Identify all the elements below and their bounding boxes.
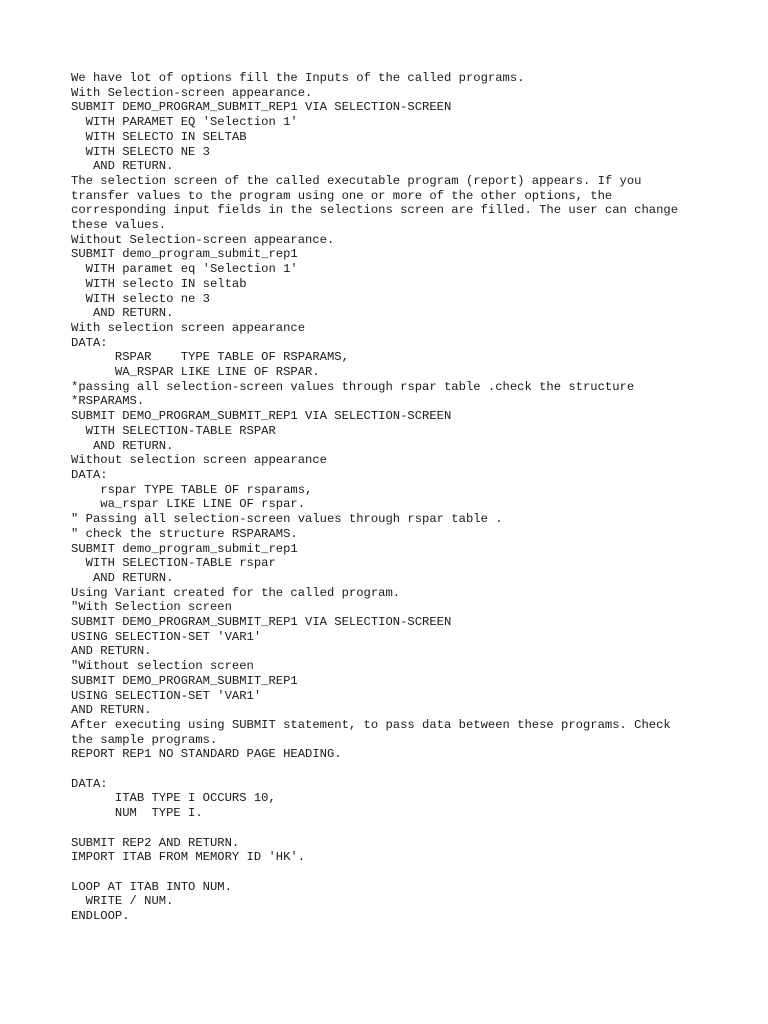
document-line: RSPAR TYPE TABLE OF RSPARAMS, xyxy=(71,350,349,365)
document-line: SUBMIT DEMO_PROGRAM_SUBMIT_REP1 VIA SELECTION-SCREEN xyxy=(71,100,452,115)
document-line: ITAB TYPE I OCCURS 10, xyxy=(71,791,276,806)
document-line: Without Selection-screen appearance. xyxy=(71,232,335,247)
document-line xyxy=(71,865,731,880)
document-line: SUBMIT DEMO_PROGRAM_SUBMIT_REP1 VIA SELECTION-SCREEN xyxy=(71,615,452,630)
document-body xyxy=(71,71,731,924)
document-line: " check the structure RSPARAMS. xyxy=(71,526,298,541)
document-line: WITH paramet eq 'Selection 1' xyxy=(71,262,298,277)
document-line xyxy=(71,762,731,777)
document-line: these values. xyxy=(71,218,167,233)
document-line: SUBMIT demo_program_submit_rep1 xyxy=(71,541,298,556)
document-line: SUBMIT DEMO_PROGRAM_SUBMIT_REP1 VIA SELECTION-SCREEN xyxy=(71,409,452,424)
document-line: SUBMIT DEMO_PROGRAM_SUBMIT_REP1 xyxy=(71,673,298,688)
document-line: WA_RSPAR LIKE LINE OF RSPAR. xyxy=(71,365,320,380)
document-line: With selection screen appearance xyxy=(71,320,306,335)
document-line: WITH SELECTION-TABLE RSPAR xyxy=(71,423,276,438)
document-line: LOOP AT ITAB INTO NUM. xyxy=(71,879,232,894)
document-line: WITH SELECTO IN SELTAB xyxy=(71,129,247,144)
document-line: corresponding input fields in the selections screen are filled. The user can change xyxy=(71,203,679,218)
document-line: transfer values to the program using one or more of the other options, the xyxy=(71,188,613,203)
document-line: WRITE / NUM. xyxy=(71,894,174,909)
document-line: DATA: xyxy=(71,467,108,482)
document-line: AND RETURN. xyxy=(71,644,152,659)
document-line: IMPORT ITAB FROM MEMORY ID 'HK'. xyxy=(71,850,306,865)
document-line: Without selection screen appearance xyxy=(71,453,327,468)
document-line: Using Variant created for the called program. xyxy=(71,585,401,600)
document-line: NUM TYPE I. xyxy=(71,806,203,821)
document-line: WITH selecto IN seltab xyxy=(71,276,247,291)
document-line: With Selection-screen appearance. xyxy=(71,85,313,100)
document-line: AND RETURN. xyxy=(71,306,174,321)
document-line: SUBMIT REP2 AND RETURN. xyxy=(71,835,240,850)
document-line: WITH selecto ne 3 xyxy=(71,291,210,306)
document-line: WITH SELECTION-TABLE rspar xyxy=(71,556,276,571)
document-line: REPORT REP1 NO STANDARD PAGE HEADING. xyxy=(71,747,342,762)
document-line: USING SELECTION-SET 'VAR1' xyxy=(71,688,262,703)
document-line: ENDLOOP. xyxy=(71,909,130,924)
document-line: The selection screen of the called executable program (report) appears. If you xyxy=(71,173,642,188)
document-line: the sample programs. xyxy=(71,732,218,747)
document-line: AND RETURN. xyxy=(71,159,174,174)
document-line xyxy=(71,821,731,836)
document-line: *passing all selection-screen values through rspar table .check the structure xyxy=(71,379,635,394)
document-line: AND RETURN. xyxy=(71,438,174,453)
document-line: AND RETURN. xyxy=(71,703,152,718)
document-line: *RSPARAMS. xyxy=(71,394,145,409)
document-line: rspar TYPE TABLE OF rsparams, xyxy=(71,482,313,497)
document-line: DATA: xyxy=(71,335,108,350)
document-line: " Passing all selection-screen values through rspar table . xyxy=(71,512,503,527)
document-line: WITH SELECTO NE 3 xyxy=(71,144,210,159)
document-line: "With Selection screen xyxy=(71,600,232,615)
document-line: DATA: xyxy=(71,776,108,791)
document-line: wa_rspar LIKE LINE OF rspar. xyxy=(71,497,306,512)
document-line: WITH PARAMET EQ 'Selection 1' xyxy=(71,115,298,130)
document-line: AND RETURN. xyxy=(71,570,174,585)
document-line: USING SELECTION-SET 'VAR1' xyxy=(71,629,262,644)
document-line: "Without selection screen xyxy=(71,659,254,674)
document-line: After executing using SUBMIT statement, to pass data between these programs. Check xyxy=(71,717,671,732)
document-line: We have lot of options fill the Inputs of the called programs. xyxy=(71,71,525,85)
document-line: SUBMIT demo_program_submit_rep1 xyxy=(71,247,298,262)
